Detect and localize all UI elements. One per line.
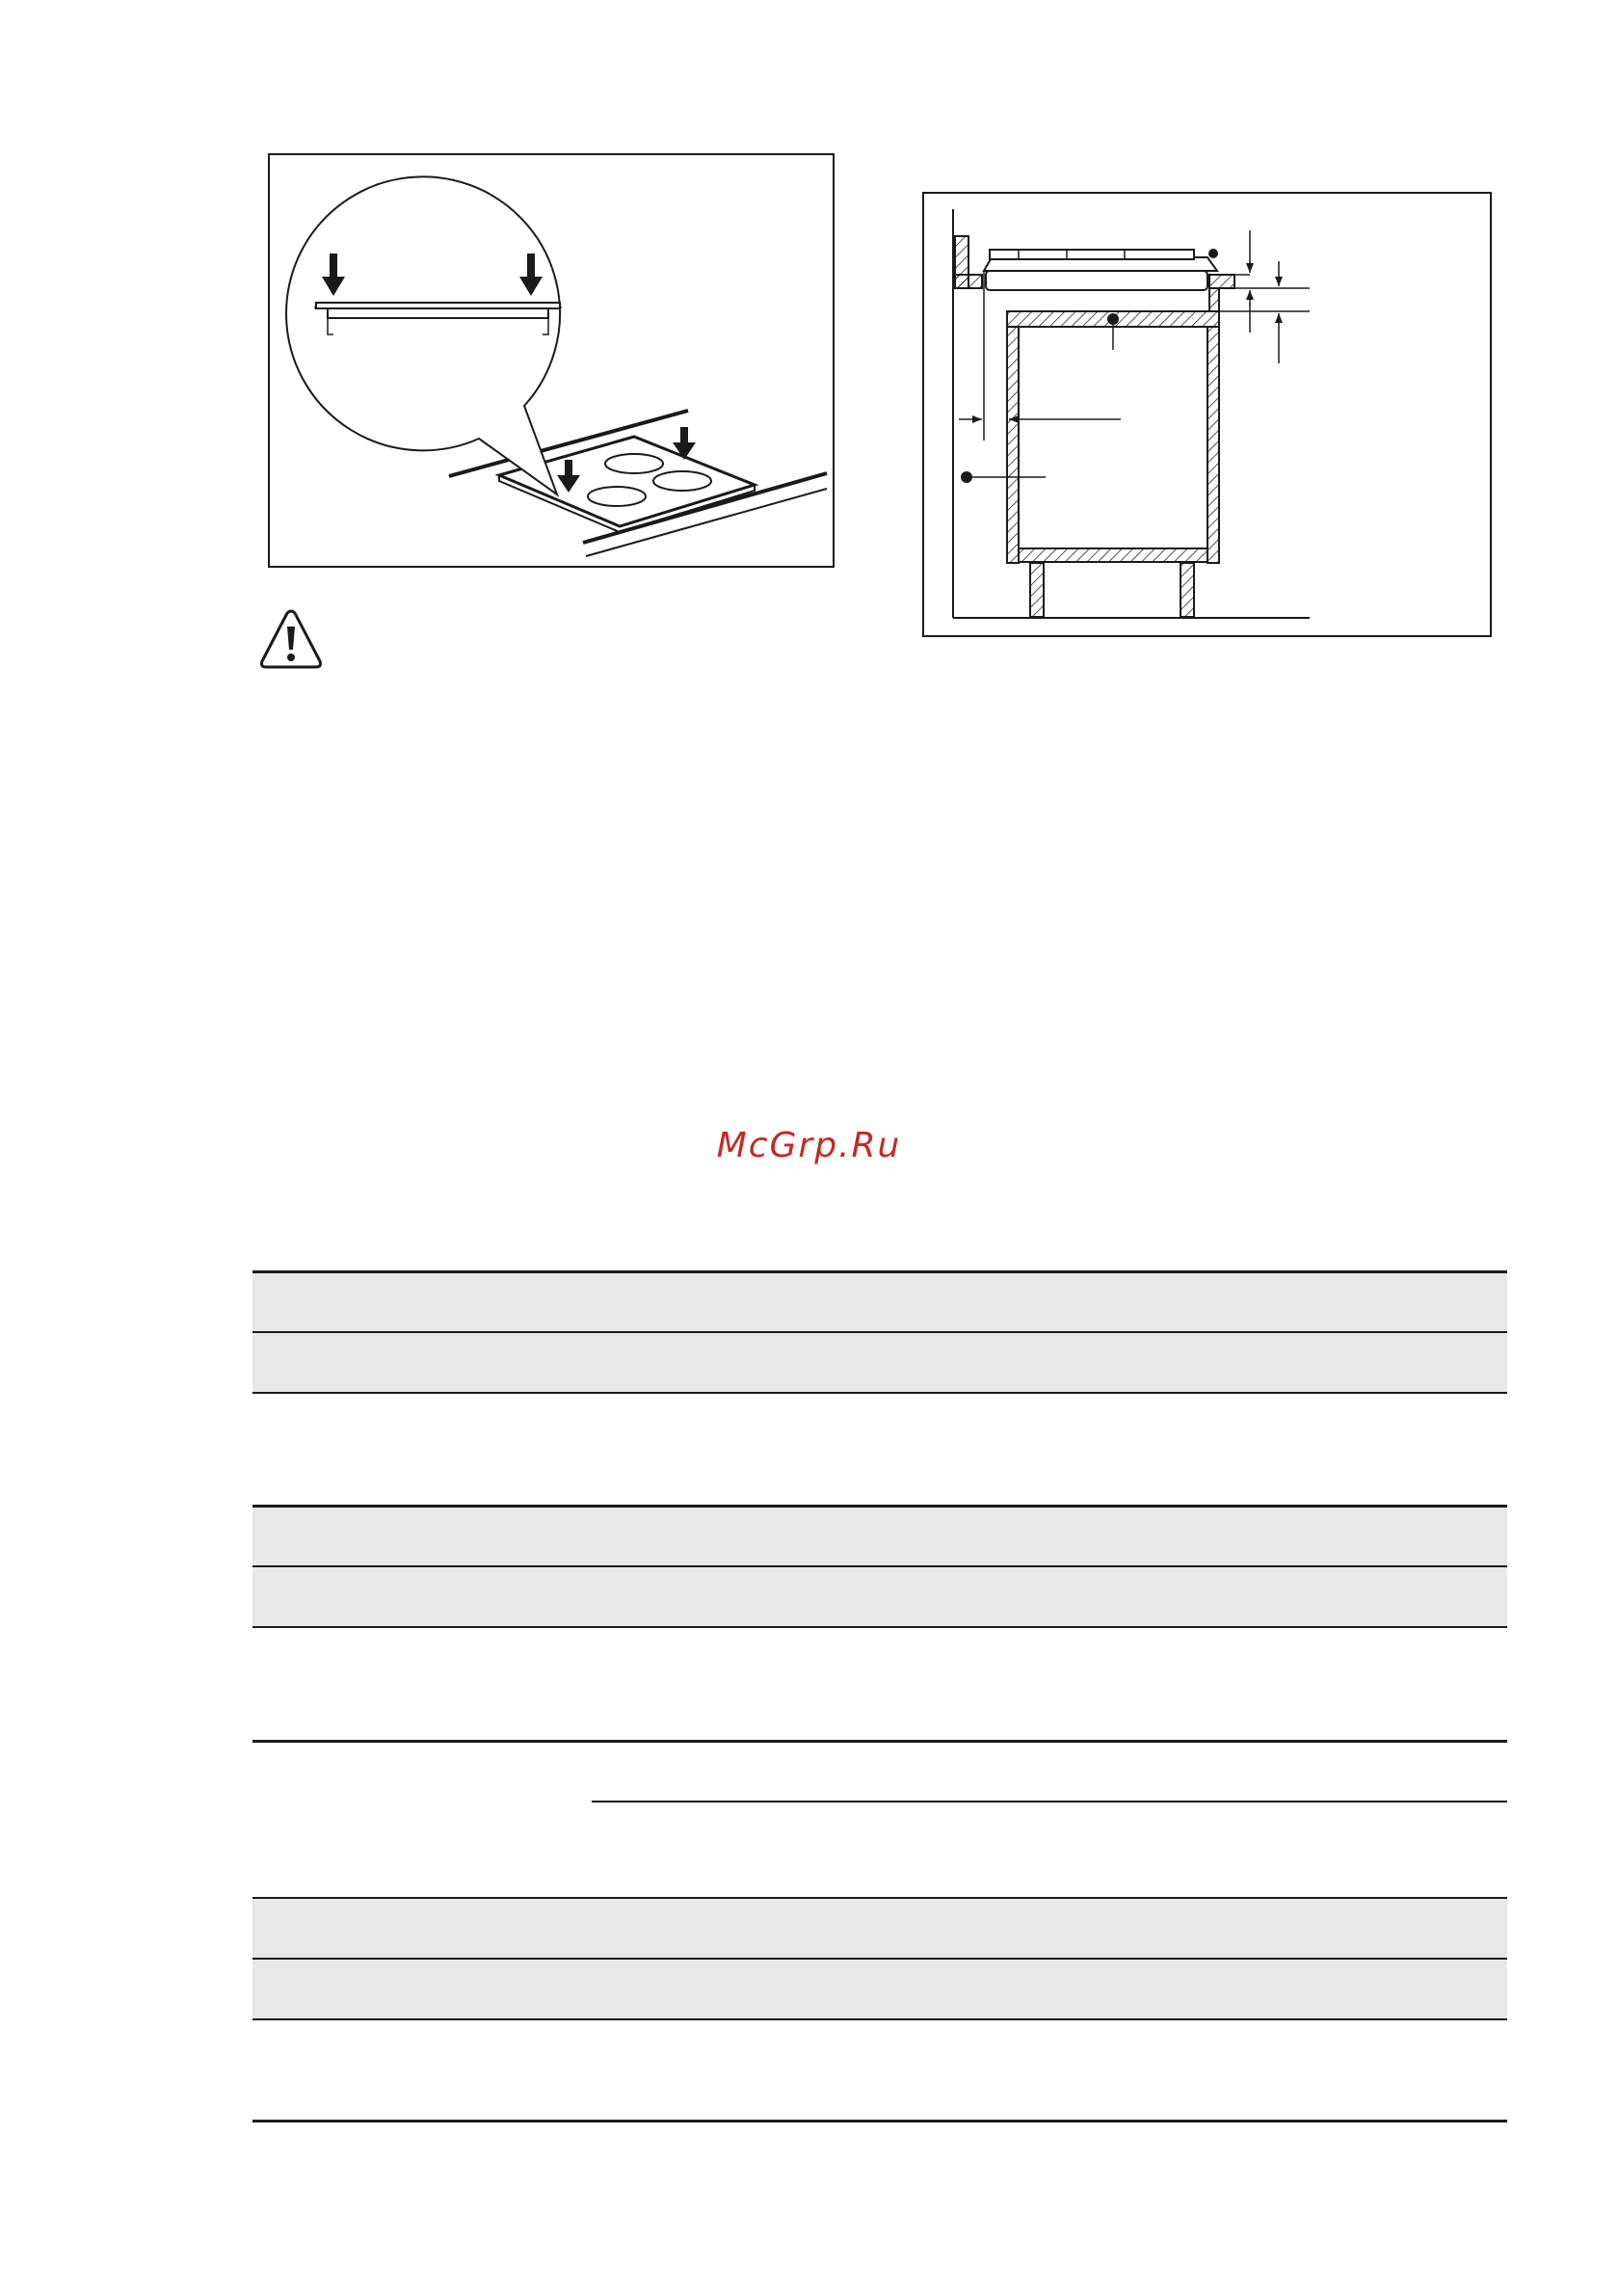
table-2	[252, 1505, 1507, 1628]
table-rule	[252, 2120, 1507, 2122]
table-rule	[252, 1740, 1507, 1743]
watermark-text: McGrp.Ru	[716, 1126, 902, 1165]
table-rule	[592, 1801, 1507, 1802]
table-rule	[252, 1897, 1507, 1899]
table-rule	[252, 1270, 1507, 1273]
warning-triangle-icon	[258, 607, 324, 671]
table-rule	[252, 1565, 1507, 1567]
table-rule	[252, 1392, 1507, 1394]
table-1	[252, 1270, 1507, 1394]
table-rule	[252, 1505, 1507, 1508]
installation-cross-section-figure	[922, 192, 1492, 637]
hob-fitting-detail-figure	[268, 153, 835, 568]
table-3	[252, 1740, 1507, 2122]
table-rule	[252, 1626, 1507, 1628]
table-rule	[252, 2018, 1507, 2020]
table-rule	[252, 1958, 1507, 1960]
table-rule	[252, 1331, 1507, 1333]
